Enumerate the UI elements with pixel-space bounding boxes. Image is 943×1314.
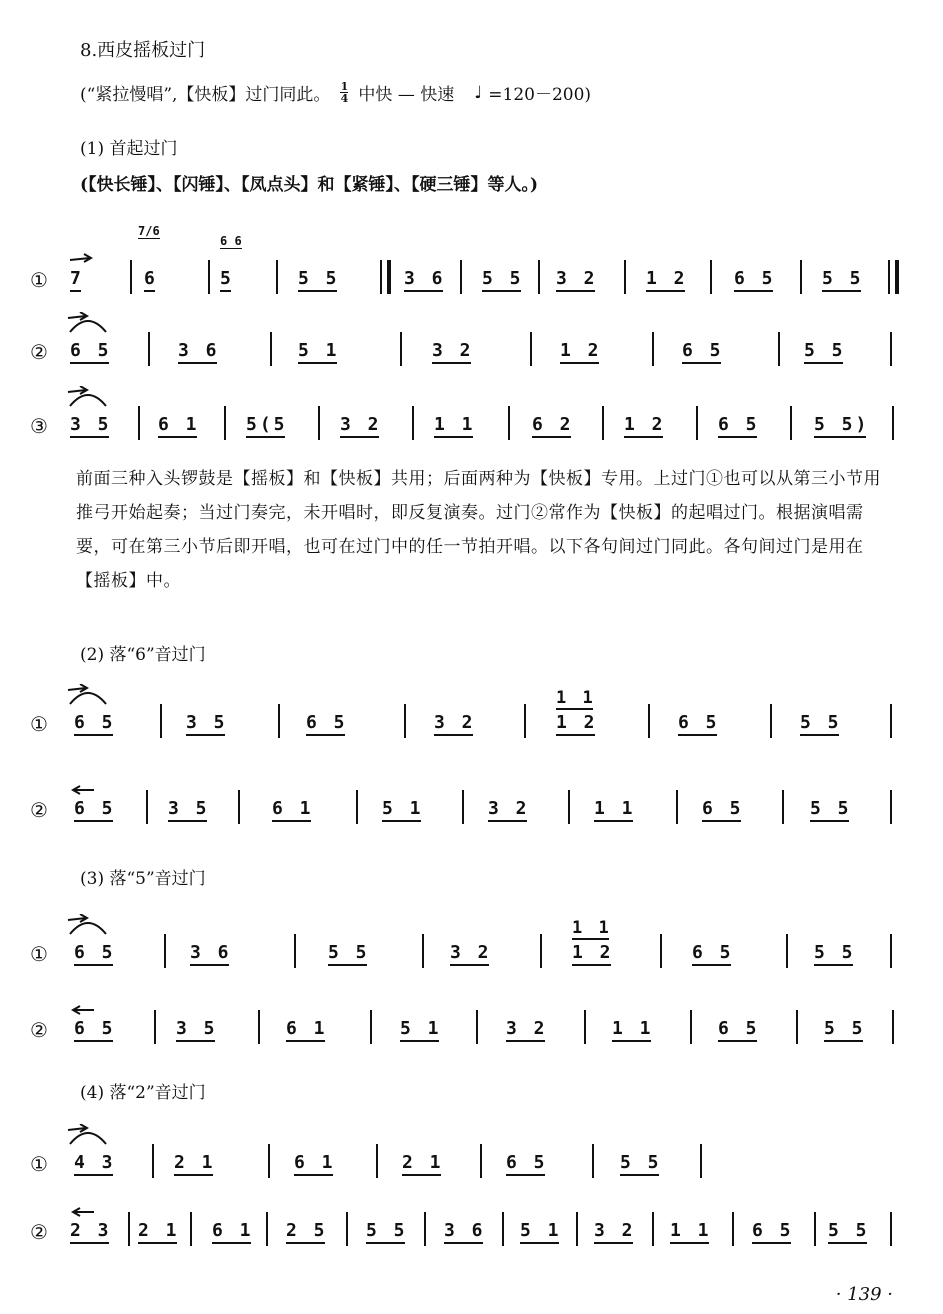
note-group: 3 2 bbox=[434, 712, 476, 733]
grace-notes: 7/6 bbox=[138, 224, 160, 238]
bar-line bbox=[800, 260, 802, 294]
bar-line bbox=[270, 332, 272, 366]
note-group: 6 5 bbox=[678, 712, 720, 733]
note-group: 3 2 bbox=[506, 1018, 548, 1039]
note-group: 1 1 bbox=[434, 414, 476, 435]
note-group: 6 2 bbox=[532, 414, 574, 435]
score-row bbox=[30, 690, 910, 750]
row-label: ① bbox=[30, 1152, 48, 1176]
bar-line bbox=[892, 406, 894, 440]
bar-line bbox=[778, 332, 780, 366]
score-row bbox=[30, 318, 910, 378]
note-group: 5 5 bbox=[366, 1220, 408, 1241]
bar-line bbox=[624, 260, 626, 294]
note-group: 1 1 bbox=[670, 1220, 712, 1241]
bar-line bbox=[164, 934, 166, 968]
bar-line bbox=[790, 406, 792, 440]
part-1-subheading: (【快长锤】、【闪锤】、【凤点头】和【紧锤】、【硬三锤】等人。) bbox=[80, 175, 539, 195]
note-prefix: (“紧拉慢唱”,【快板】过门同此。 bbox=[80, 85, 331, 105]
note-group: 3 6 bbox=[190, 942, 232, 963]
score-row bbox=[30, 224, 910, 306]
bar-line bbox=[782, 790, 784, 824]
row-label: ② bbox=[30, 1220, 48, 1244]
bar-line bbox=[258, 1010, 260, 1044]
bar-line bbox=[732, 1212, 734, 1246]
note-group: 5 bbox=[220, 268, 234, 289]
bar-line bbox=[376, 1144, 378, 1178]
score-row bbox=[30, 920, 910, 980]
page-number: · 139 · bbox=[835, 1284, 893, 1305]
bar-line bbox=[370, 1010, 372, 1044]
note-group: 6 5 bbox=[752, 1220, 794, 1241]
note-group: 1 2 bbox=[556, 712, 598, 733]
note-group: 6 5 bbox=[70, 340, 112, 361]
note-group: 3 5 bbox=[186, 712, 228, 733]
note-group: 6 1 bbox=[158, 414, 200, 435]
row-label: ① bbox=[30, 712, 48, 736]
note-group: 5 5 bbox=[620, 1152, 662, 1173]
bar-line bbox=[676, 790, 678, 824]
note-group: 4 3 bbox=[74, 1152, 116, 1173]
bar-line bbox=[268, 1144, 270, 1178]
bar-line bbox=[238, 790, 240, 824]
bar-line bbox=[404, 704, 406, 738]
note-group: 1 2 bbox=[572, 942, 614, 963]
note-group: 6 1 bbox=[212, 1220, 254, 1241]
time-signature bbox=[340, 81, 348, 104]
bar-line bbox=[130, 260, 132, 294]
bar-line bbox=[422, 934, 424, 968]
note-group: 6 5 bbox=[506, 1152, 548, 1173]
note-group: 5 5 bbox=[814, 942, 856, 963]
note-group: 3 5 bbox=[70, 414, 112, 435]
note-group: 1 1 bbox=[612, 1018, 654, 1039]
note-group: 6 5 bbox=[74, 798, 116, 819]
bar-line bbox=[584, 1010, 586, 1044]
note-group: 6 5 bbox=[74, 712, 116, 733]
bar-line bbox=[148, 332, 150, 366]
bar-line bbox=[266, 1212, 268, 1246]
section-title: 8.西皮摇板过门 bbox=[80, 40, 206, 61]
note-group: 5 5 bbox=[804, 340, 846, 361]
bar-line bbox=[224, 406, 226, 440]
bar-line bbox=[508, 406, 510, 440]
slur-icon bbox=[66, 684, 110, 706]
note-group: 3 2 bbox=[340, 414, 382, 435]
explanation-paragraph: 前面三种入头锣鼓是【摇板】和【快板】共用；后面两种为【快板】专用。上过门①也可以从第三小节用推弓开始起奏；当过门奏完，未开唱时，即反复演奏。过门②常作为【快板】的起唱过门。根据演唱需要，可在第三小节后即开唱，也可在过门中的任一节拍开唱。以下各句间过门同此。各句间过门是用在【摇板】中。 bbox=[76, 469, 881, 591]
bar-line bbox=[890, 934, 892, 968]
note-group: 1 2 bbox=[624, 414, 666, 435]
slur-icon bbox=[66, 312, 110, 334]
note-group: 5 1 bbox=[400, 1018, 442, 1039]
bar-line bbox=[400, 332, 402, 366]
note-group: 6 bbox=[144, 268, 158, 289]
row-label: ② bbox=[30, 1018, 48, 1042]
note-group: 3 2 bbox=[488, 798, 530, 819]
bar-line bbox=[208, 260, 210, 294]
note-group: 5 5 bbox=[810, 798, 852, 819]
note-group: 5 1 bbox=[298, 340, 340, 361]
metronome-mark: =120－200) bbox=[488, 85, 592, 105]
bar-line bbox=[700, 1144, 702, 1178]
row-label: ② bbox=[30, 798, 48, 822]
note-group: 1 2 bbox=[560, 340, 602, 361]
note-group: 6 1 bbox=[294, 1152, 336, 1173]
bar-line bbox=[710, 260, 712, 294]
bar-line bbox=[152, 1144, 154, 1178]
bar-line bbox=[538, 260, 540, 294]
note-group: 6 5 bbox=[692, 942, 734, 963]
bar-line bbox=[568, 790, 570, 824]
note-group: 5 5 bbox=[328, 942, 370, 963]
bar-line bbox=[424, 1212, 426, 1246]
note-group: 5 5 bbox=[828, 1220, 870, 1241]
note-group: 3 5 bbox=[168, 798, 210, 819]
note-group: 1 1 bbox=[594, 798, 636, 819]
note-group: 3 2 bbox=[432, 340, 474, 361]
bar-line bbox=[480, 1144, 482, 1178]
row-label: ③ bbox=[30, 414, 48, 438]
note-group: 3 2 bbox=[594, 1220, 636, 1241]
bar-line bbox=[294, 934, 296, 968]
time-top: 1 bbox=[340, 80, 349, 93]
bar-line bbox=[128, 1212, 130, 1246]
note-group: 5(5 bbox=[246, 414, 288, 435]
score-row bbox=[30, 996, 910, 1056]
note-group: 6 5 bbox=[718, 1018, 760, 1039]
note-group: 5 5 bbox=[824, 1018, 866, 1039]
bar-line bbox=[890, 1212, 892, 1246]
bar-line bbox=[346, 1212, 348, 1246]
grace-notes: 1 1 bbox=[572, 918, 612, 938]
bar-line bbox=[540, 934, 542, 968]
bar-line bbox=[146, 790, 148, 824]
note-group: 2 3 bbox=[70, 1220, 112, 1241]
note-group: 2 5 bbox=[286, 1220, 328, 1241]
slur-icon bbox=[66, 386, 110, 408]
note-group: 3 6 bbox=[444, 1220, 486, 1241]
note-group: 3 2 bbox=[450, 942, 492, 963]
slide-arrow-icon bbox=[66, 248, 110, 270]
row-label: ① bbox=[30, 268, 48, 292]
note-group: 6 5 bbox=[74, 942, 116, 963]
note-group: 5 5 bbox=[822, 268, 864, 289]
bar-line bbox=[890, 790, 892, 824]
bar-line bbox=[602, 406, 604, 440]
note-group: 3 2 bbox=[556, 268, 598, 289]
note-group: 5 1 bbox=[382, 798, 424, 819]
part-4-heading: (4) 落“2”音过门 bbox=[80, 1083, 206, 1103]
note-group: 6 5 bbox=[306, 712, 348, 733]
tempo-note bbox=[80, 80, 591, 105]
bar-line bbox=[276, 260, 278, 294]
row-label: ② bbox=[30, 340, 48, 364]
bar-line bbox=[460, 260, 462, 294]
bar-line bbox=[890, 704, 892, 738]
note-group: 2 1 bbox=[138, 1220, 180, 1241]
bar-line bbox=[530, 332, 532, 366]
note-group: 6 5 bbox=[702, 798, 744, 819]
repeat-end bbox=[888, 260, 899, 294]
note-group: 5 5) bbox=[814, 414, 870, 435]
part-1-heading: (1) 首起过门 bbox=[80, 139, 178, 159]
bar-line bbox=[890, 332, 892, 366]
bar-line bbox=[796, 1010, 798, 1044]
note-group: 5 5 bbox=[482, 268, 524, 289]
bar-line bbox=[576, 1212, 578, 1246]
bar-line bbox=[770, 704, 772, 738]
slur-icon bbox=[66, 914, 110, 936]
bar-line bbox=[318, 406, 320, 440]
bar-line bbox=[652, 332, 654, 366]
bar-line bbox=[592, 1144, 594, 1178]
row-label: ① bbox=[30, 942, 48, 966]
bar-line bbox=[892, 1010, 894, 1044]
bar-line bbox=[786, 934, 788, 968]
score-row bbox=[30, 1130, 910, 1190]
bar-line bbox=[648, 704, 650, 738]
bar-line bbox=[356, 790, 358, 824]
note-group: 3 6 bbox=[404, 268, 446, 289]
note-group: 6 5 bbox=[74, 1018, 116, 1039]
note-group: 6 5 bbox=[682, 340, 724, 361]
note-group: 5 1 bbox=[520, 1220, 562, 1241]
note-group: 3 6 bbox=[178, 340, 220, 361]
score-row bbox=[30, 776, 910, 836]
bar-line bbox=[278, 704, 280, 738]
note-group: 3 5 bbox=[176, 1018, 218, 1039]
bar-line bbox=[814, 1212, 816, 1246]
tempo-text: 中快 — 快速 bbox=[358, 85, 455, 105]
repeat-start bbox=[380, 260, 391, 294]
bar-line bbox=[154, 1010, 156, 1044]
grace-notes: 1 1 bbox=[556, 688, 596, 708]
note-group: 1 2 bbox=[646, 268, 688, 289]
bar-line bbox=[138, 406, 140, 440]
bar-line bbox=[462, 790, 464, 824]
score-row bbox=[30, 392, 910, 452]
grace-notes: 6 6 bbox=[220, 234, 242, 248]
bar-line bbox=[160, 704, 162, 738]
note-group: 2 1 bbox=[402, 1152, 444, 1173]
note-group: 5 5 bbox=[800, 712, 842, 733]
note-group: 2 1 bbox=[174, 1152, 216, 1173]
bar-line bbox=[524, 704, 526, 738]
part-2-heading: (2) 落“6”音过门 bbox=[80, 645, 206, 665]
part-3-heading: (3) 落“5”音过门 bbox=[80, 869, 206, 889]
score-row bbox=[30, 1198, 910, 1258]
note-group: 6 5 bbox=[734, 268, 776, 289]
bar-line bbox=[476, 1010, 478, 1044]
bar-line bbox=[412, 406, 414, 440]
bar-line bbox=[690, 1010, 692, 1044]
slur-icon bbox=[66, 1124, 110, 1146]
note-group: 6 1 bbox=[272, 798, 314, 819]
bar-line bbox=[190, 1212, 192, 1246]
bar-line bbox=[652, 1212, 654, 1246]
bar-line bbox=[696, 406, 698, 440]
note-group: 5 5 bbox=[298, 268, 340, 289]
bar-line bbox=[502, 1212, 504, 1246]
bar-line bbox=[660, 934, 662, 968]
note-group: 6 5 bbox=[718, 414, 760, 435]
note-group: 6 1 bbox=[286, 1018, 328, 1039]
time-bottom: 4 bbox=[340, 92, 349, 105]
quarter-note-icon: ♩ bbox=[474, 82, 483, 103]
note-group: 7 bbox=[70, 268, 84, 289]
